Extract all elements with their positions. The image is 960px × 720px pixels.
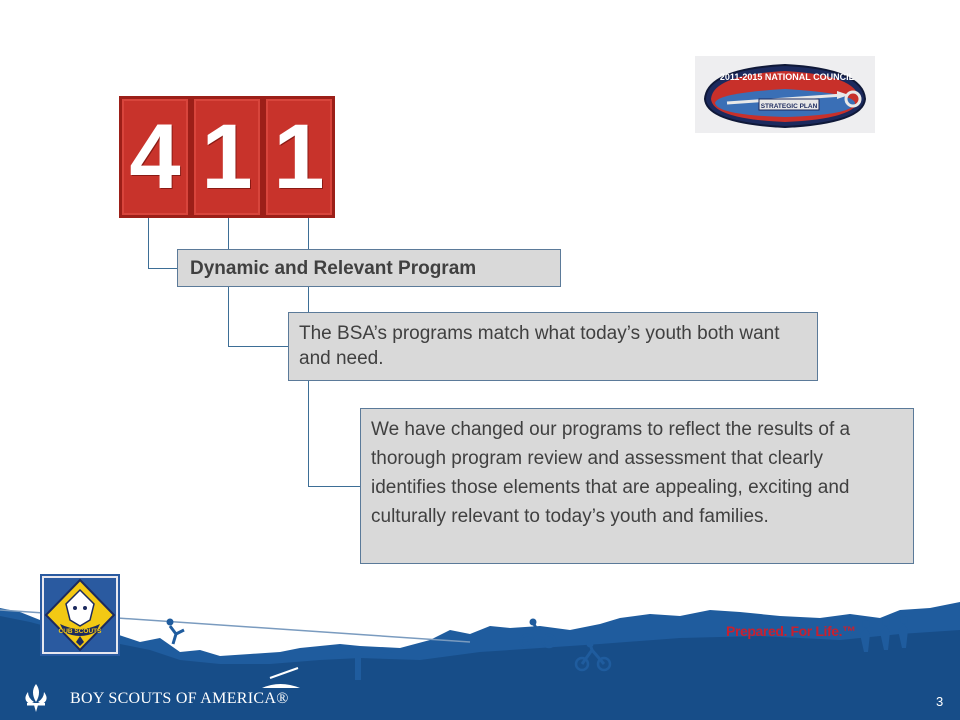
patch-digit (263, 96, 335, 218)
org-name: BOY SCOUTS OF AMERICA® (70, 690, 289, 707)
statement-box: The BSA’s programs match what today’s youth both want and need. (288, 312, 818, 381)
connector-heading (148, 218, 178, 269)
patch-digit-text: 1 (273, 106, 325, 208)
cub-scouts-emblem (40, 574, 120, 656)
detail-box: We have changed our programs to reflect the results of a thorough program review and assessment that clearly identifies those elements that are appealing, exciting and culturally relevant to today’s youth and families. (360, 408, 914, 564)
patch-digit (119, 96, 191, 218)
page-number: 3 (936, 694, 944, 709)
council-patch-top-text: 2011-2015 NATIONAL COUNCIL (719, 71, 855, 82)
tagline: Prepared. For Life.™ (726, 623, 856, 639)
council-patch-banner-text: STRATEGIC PLAN (760, 102, 818, 110)
national-council-patch (695, 56, 875, 133)
council-patch-graphic (697, 59, 873, 131)
cub-emblem-text: CUB SCOUTS (58, 628, 102, 635)
patch-digit-text: 1 (201, 106, 253, 208)
patch-411 (119, 96, 335, 218)
heading-box: Dynamic and Relevant Program (177, 249, 561, 287)
fleur-de-lis-icon (18, 680, 54, 716)
patch-digit-text: 4 (129, 106, 181, 208)
patch-digit (191, 96, 263, 218)
